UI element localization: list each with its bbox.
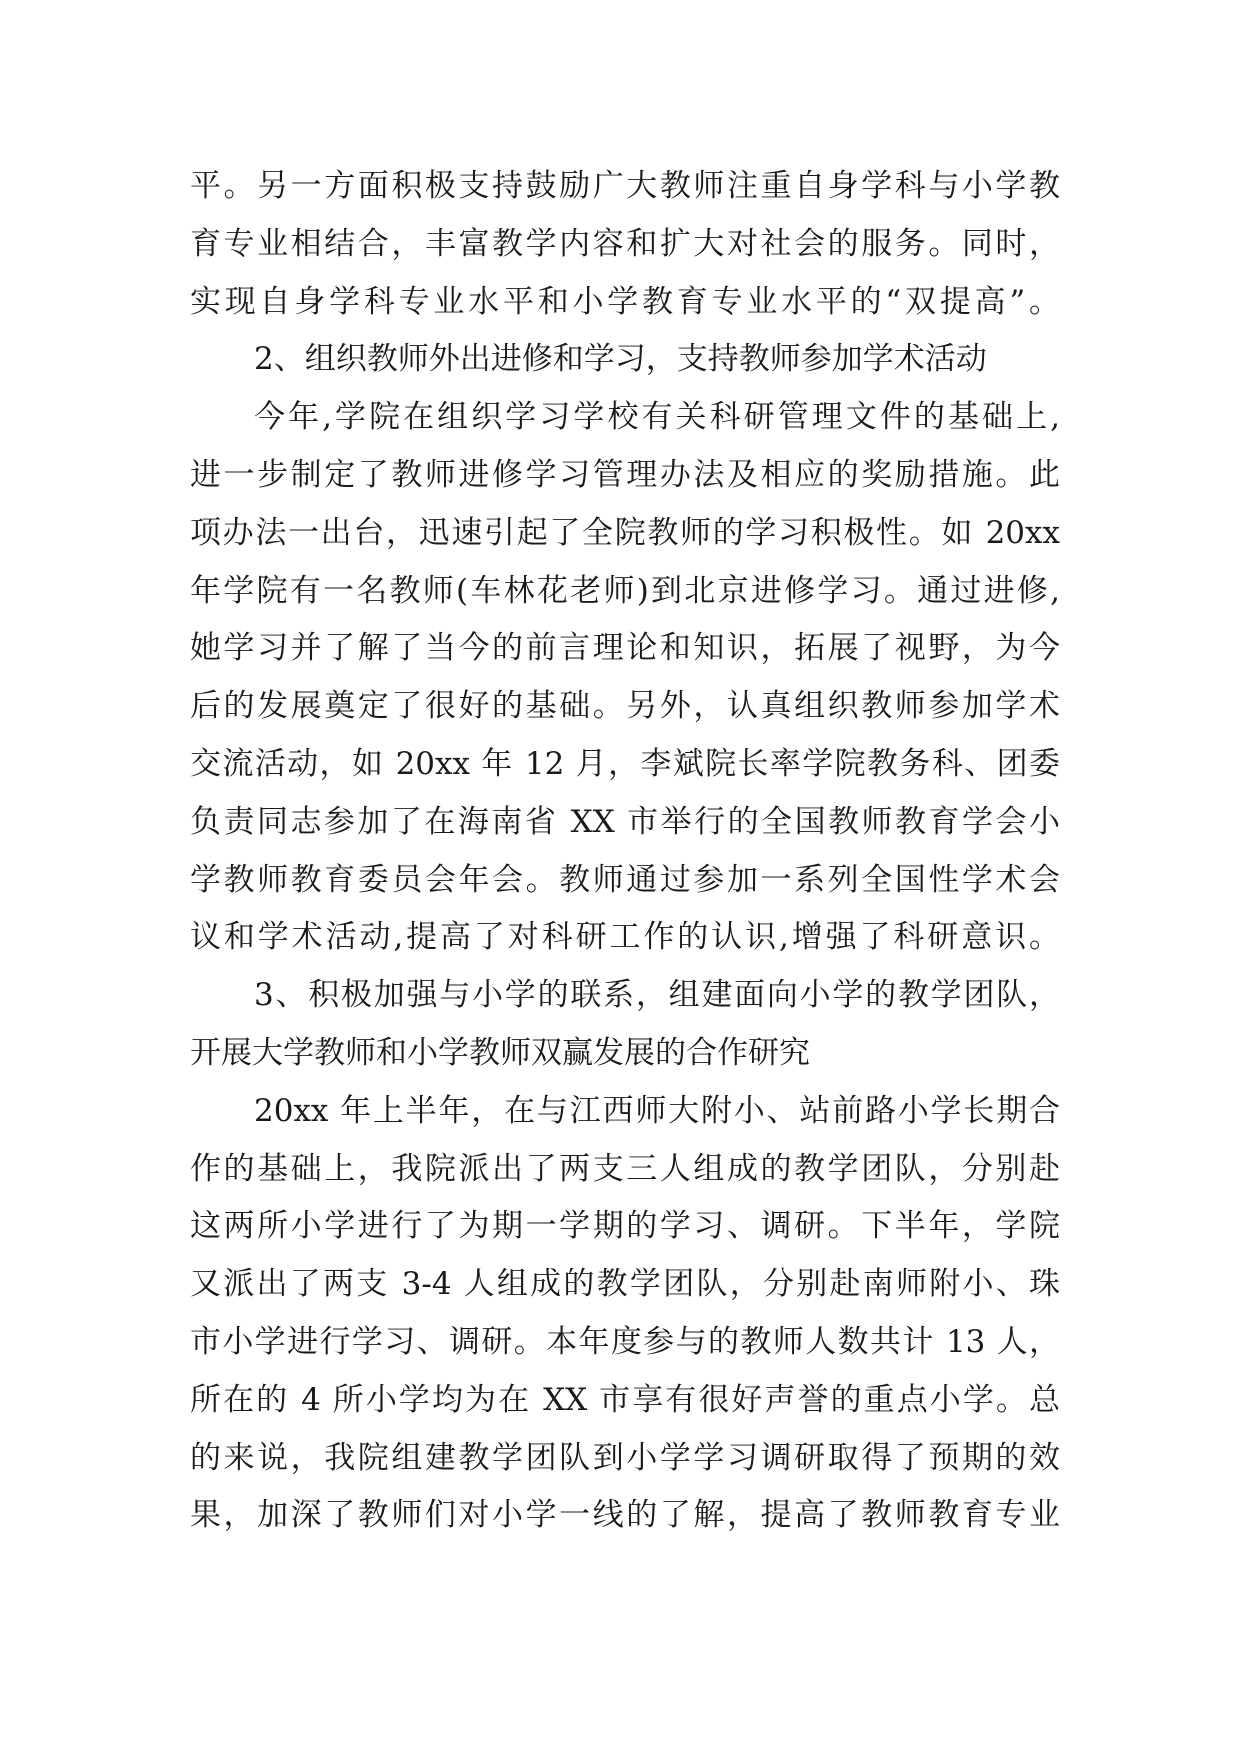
section-heading-2: 2、组织教师外出进修和学习，支持教师参加学术活动: [254, 341, 987, 378]
text-line-3: 实现自身学科专业水平和小学教育专业水平的“双提高”。: [190, 283, 1060, 320]
text-line-9: 她学习并了解了当今的前言理论和知识，拓展了视野，为今: [190, 630, 1060, 667]
text-line-19: 这两所小学进行了为期一学期的学习、调研。下半年，学院: [190, 1208, 1060, 1245]
text-line-17: 20xx 年上半年，在与江西师大附小、站前路小学长期合: [254, 1092, 1060, 1129]
text-line-7: 项办法一出台，迅速引起了全院教师的学习积极性。如 20xx: [190, 514, 1060, 551]
text-line-2: 育专业相结合，丰富教学内容和扩大对社会的服务。同时，: [190, 225, 1060, 262]
section-heading-3-cont: 开展大学教师和小学教师双赢发展的合作研究: [190, 1034, 810, 1071]
text-line-14: 议和学术活动,提高了对科研工作的认识,增强了科研意识。: [190, 919, 1060, 956]
text-line-20: 又派出了两支 3-4 人组成的教学团队，分别赴南师附小、珠: [190, 1266, 1060, 1303]
text-line-1: 平。另一方面积极支持鼓励广大教师注重自身学科与小学教: [190, 168, 1060, 204]
document-text-body: [190, 158, 1060, 1545]
text-line-10: 后的发展奠定了很好的基础。另外，认真组织教师参加学术: [190, 688, 1060, 725]
text-line-13: 学教师教育委员会年会。教师通过参加一系列全国性学术会: [190, 861, 1060, 898]
text-line-24: 果，加深了教师们对小学一线的了解，提高了教师教育专业: [190, 1497, 1060, 1534]
text-line-22: 所在的 4 所小学均为在 XX 市享有很好声誉的重点小学。总: [190, 1381, 1060, 1418]
text-line-21: 市小学进行学习、调研。本年度参与的教师人数共计 13 人，: [190, 1323, 1060, 1360]
text-line-12: 负责同志参加了在海南省 XX 市举行的全国教师教育学会小: [190, 803, 1060, 840]
section-heading-3: 3、积极加强与小学的联系，组建面向小学的教学团队，: [254, 977, 1060, 1014]
text-line-11: 交流活动，如 20xx 年 12 月，李斌院长率学院教务科、团委: [190, 745, 1060, 782]
text-line-18: 作的基础上，我院派出了两支三人组成的教学团队，分别赴: [190, 1150, 1060, 1187]
text-line-6: 进一步制定了教师进修学习管理办法及相应的奖励措施。此: [190, 456, 1060, 493]
text-line-8: 年学院有一名教师(车林花老师)到北京进修学习。通过进修,: [190, 572, 1060, 609]
text-line-5: 今年,学院在组织学习学校有关科研管理文件的基础上,: [254, 399, 1060, 436]
text-line-23: 的来说，我院组建教学团队到小学学习调研取得了预期的效: [190, 1439, 1060, 1476]
